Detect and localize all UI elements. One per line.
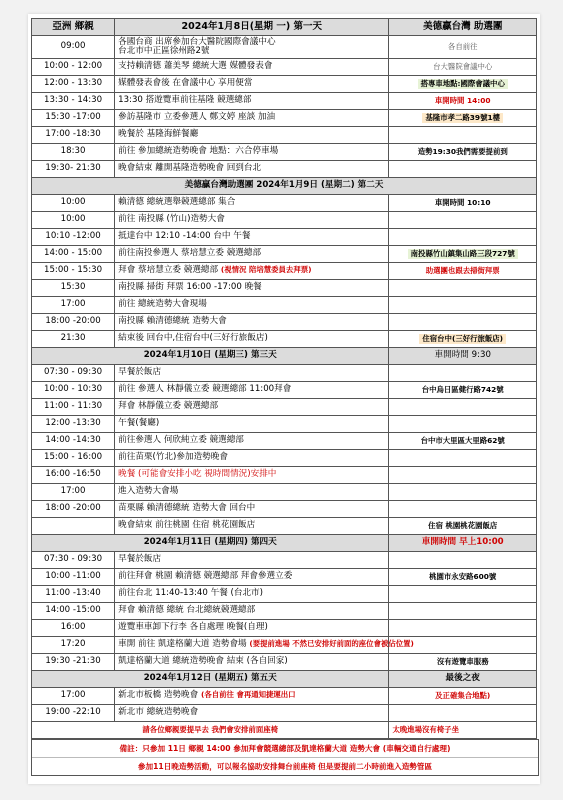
schedule-row xyxy=(32,76,537,93)
note-text xyxy=(460,322,466,324)
activity-text: 南投縣 賴清德總統 造勢大會 xyxy=(118,316,227,327)
schedule-time: 18:30 xyxy=(32,144,115,161)
schedule-row xyxy=(32,36,537,59)
schedule-activity xyxy=(115,127,389,144)
schedule-note xyxy=(389,688,537,705)
note-text xyxy=(460,373,466,375)
schedule-row xyxy=(32,127,537,144)
schedule-row xyxy=(32,450,537,467)
schedule-row xyxy=(32,195,537,212)
schedule-note xyxy=(389,484,537,501)
note-text xyxy=(460,220,466,222)
activity-text: 新北市板橋 造勢晚會 xyxy=(118,690,199,701)
schedule-note xyxy=(389,382,537,399)
schedule-activity xyxy=(115,569,389,586)
schedule-row xyxy=(32,637,537,654)
schedule-time: 17:20 xyxy=(32,637,115,654)
schedule-activity xyxy=(115,263,389,280)
note-text: 搭專車地點:國際會議中心 xyxy=(418,79,508,89)
activity-text: 參訪基隆市 立委參選人 鄭文婷 座談 加油 xyxy=(118,112,276,123)
schedule-activity xyxy=(115,484,389,501)
schedule-row xyxy=(32,569,537,586)
schedule-time: 12:00 -13:30 xyxy=(32,416,115,433)
note-text xyxy=(460,407,466,409)
schedule-time: 07:30 - 09:30 xyxy=(32,365,115,382)
schedule-row xyxy=(32,586,537,603)
activity-text: 賴清德 總統選舉競選總部 集合 xyxy=(118,197,236,208)
schedule-note xyxy=(389,76,537,93)
schedule-activity xyxy=(115,212,389,229)
activity-text: 前往台北 11:40-13:40 午餐 (台北市) xyxy=(118,588,264,599)
activity-text: 前往南投參選人 蔡培慧立委 競選總部 xyxy=(118,248,262,259)
itinerary-table xyxy=(31,18,537,739)
note-text: 沒有遊覽車服務 xyxy=(436,656,489,666)
note-text: 台中市大里區大里路62號 xyxy=(420,435,505,445)
note-text xyxy=(460,237,466,239)
day4-title: 2024年1月11日 (星期四) 第四天 xyxy=(32,535,389,552)
day3-title: 2024年1月10日 (星期三) 第三天 xyxy=(32,348,389,365)
schedule-time: 16:00 -16:50 xyxy=(32,467,115,484)
activity-text: 拜會 林靜儀立委 競選總部 xyxy=(118,401,219,412)
schedule-activity xyxy=(115,586,389,603)
day2-title: 美德贏台灣助選團 2024年1月9日 (星期二) 第二天 xyxy=(32,178,537,195)
schedule-note xyxy=(389,467,537,484)
note-text xyxy=(460,475,466,477)
schedule-note xyxy=(389,93,537,110)
footnote-2: 參加11日晚造勢活動，可以報名協助安排舞台前座椅 但是要提前二小時前進入造勢管區 xyxy=(137,762,433,771)
activity-text: 抵達台中 12:10 -14:00 台中 午餐 xyxy=(118,231,251,242)
schedule-activity xyxy=(115,603,389,620)
schedule-row xyxy=(32,501,537,518)
schedule-note xyxy=(389,416,537,433)
itinerary-sheet xyxy=(28,14,540,784)
schedule-note xyxy=(389,501,537,518)
note-text: 基隆市孝二路39號1樓 xyxy=(422,113,503,123)
schedule-note xyxy=(389,314,537,331)
schedule-time xyxy=(32,518,115,535)
note-text: 車開時間 10:10 xyxy=(434,197,491,207)
activity-text: 午餐(餐廳) xyxy=(118,418,160,429)
note-text: 南投縣竹山鎮集山路三段727號 xyxy=(408,249,518,259)
schedule-time: 15:00 - 15:30 xyxy=(32,263,115,280)
schedule-row xyxy=(32,654,537,671)
activity-address: 台北市中正區徐州路2號 xyxy=(118,46,210,56)
schedule-time: 17:00 xyxy=(32,688,115,705)
activity-text: 晚會結束 前往桃園 住宿 桃花園飯店 xyxy=(118,520,256,531)
schedule-note xyxy=(389,127,537,144)
schedule-activity xyxy=(115,433,389,450)
note-text: 各自前往 xyxy=(447,41,478,51)
schedule-activity xyxy=(115,365,389,382)
schedule-activity xyxy=(115,450,389,467)
schedule-time: 15:30 -17:00 xyxy=(32,110,115,127)
schedule-time: 12:00 - 13:30 xyxy=(32,76,115,93)
schedule-row xyxy=(32,161,537,178)
schedule-activity xyxy=(115,246,389,263)
activity-text: 拜會 賴清德 總統 台北總統競選總部 xyxy=(118,605,256,616)
schedule-activity xyxy=(115,416,389,433)
schedule-note xyxy=(389,280,537,297)
schedule-time: 10:00 - 10:30 xyxy=(32,382,115,399)
schedule-note xyxy=(389,110,537,127)
schedule-note xyxy=(389,365,537,382)
schedule-activity xyxy=(115,518,389,535)
schedule-time: 10:00 xyxy=(32,195,115,212)
schedule-note xyxy=(389,246,537,263)
closing-row xyxy=(32,722,537,739)
schedule-time: 14:00 -15:00 xyxy=(32,603,115,620)
schedule-activity xyxy=(115,382,389,399)
schedule-time: 10:00 - 12:00 xyxy=(32,59,115,76)
note-text: 台大醫院會議中心 xyxy=(433,61,493,71)
schedule-time: 18:00 -20:00 xyxy=(32,501,115,518)
schedule-note xyxy=(389,331,537,348)
schedule-activity xyxy=(115,654,389,671)
schedule-time: 10:10 -12:00 xyxy=(32,229,115,246)
schedule-row xyxy=(32,552,537,569)
activity-text: 前往參選人 何欣純立委 競選總部 xyxy=(118,435,244,446)
note-text xyxy=(460,560,466,562)
note-text xyxy=(460,458,466,460)
schedule-row xyxy=(32,365,537,382)
note-text: 車開時間 14:00 xyxy=(434,95,491,105)
schedule-row xyxy=(32,705,537,722)
schedule-activity xyxy=(115,280,389,297)
activity-text: 前往苗栗(竹北)參加造勢晚會 xyxy=(118,452,228,463)
schedule-note xyxy=(389,195,537,212)
schedule-time: 07:30 - 09:30 xyxy=(32,552,115,569)
day5-title: 2024年1月12日 (星期五) 第五天 xyxy=(32,671,389,688)
schedule-time: 15:30 xyxy=(32,280,115,297)
schedule-time: 17:00 xyxy=(32,297,115,314)
schedule-row xyxy=(32,59,537,76)
schedule-time: 16:00 xyxy=(32,620,115,637)
schedule-row xyxy=(32,382,537,399)
schedule-note xyxy=(389,603,537,620)
schedule-row xyxy=(32,280,537,297)
schedule-time: 17:00 -18:30 xyxy=(32,127,115,144)
note-text xyxy=(460,288,466,290)
schedule-activity xyxy=(115,76,389,93)
activity-text: 13:30 搭遊覽車前往基隆 競選總部 xyxy=(118,95,252,106)
day5-note: 最後之夜 xyxy=(389,671,537,688)
closing-right: 太晚進場沒有椅子坐 xyxy=(389,722,537,739)
activity-text: 遊覽車車卸下行李 各自處理 晚餐(自理) xyxy=(118,622,268,633)
note-text xyxy=(460,628,466,630)
schedule-row xyxy=(32,212,537,229)
note-text xyxy=(460,424,466,426)
activity-remark: (視情況 陪培慧委員去拜票) xyxy=(220,265,312,275)
day3-title-row xyxy=(32,348,537,365)
schedule-note xyxy=(389,212,537,229)
activity-remark: (要提前進場 不然已安排好前面的座位會被佔位置) xyxy=(249,639,414,649)
day4-title-row xyxy=(32,535,537,552)
activity-text: 支持賴清德 蕭美琴 總統大選 媒體發表會 xyxy=(118,61,273,72)
schedule-activity xyxy=(115,144,389,161)
schedule-activity xyxy=(115,195,389,212)
activity-text: 前往拜會 桃園 賴清德 競選總部 拜會參選立委 xyxy=(118,571,293,582)
schedule-row xyxy=(32,144,537,161)
note-text xyxy=(460,492,466,494)
schedule-activity xyxy=(115,467,389,484)
schedule-activity xyxy=(115,93,389,110)
header-row xyxy=(32,19,537,36)
schedule-time: 11:00 - 11:30 xyxy=(32,399,115,416)
activity-text: 南投縣 掃街 拜票 16:00 -17:00 晚餐 xyxy=(118,282,262,293)
activity-text: 前往 參選人 林靜儀立委 競選總部 11:00拜會 xyxy=(118,384,292,395)
schedule-note xyxy=(389,552,537,569)
schedule-row xyxy=(32,416,537,433)
activity-line: 各國台商 出席參加台大醫院國際會議中心 xyxy=(118,36,276,47)
schedule-row xyxy=(32,603,537,620)
activity-text: 苗栗縣 賴清德總統 造勢大會 回台中 xyxy=(118,503,256,514)
schedule-activity xyxy=(115,620,389,637)
day5-title-row xyxy=(32,671,537,688)
schedule-note xyxy=(389,586,537,603)
note-text xyxy=(460,645,466,647)
schedule-note xyxy=(389,518,537,535)
schedule-note xyxy=(389,620,537,637)
activity-text: 拜會 蔡培慧立委 競選總部 xyxy=(118,265,219,276)
schedule-row xyxy=(32,467,537,484)
note-text: 桃園市永安路600號 xyxy=(429,571,497,581)
schedule-row xyxy=(32,620,537,637)
note-text xyxy=(460,611,466,613)
schedule-note xyxy=(389,399,537,416)
schedule-note xyxy=(389,569,537,586)
note-text: 及正確集合地點) xyxy=(435,690,491,700)
schedule-activity xyxy=(115,552,389,569)
schedule-activity xyxy=(115,637,414,654)
activity-text: 晚會結束 離開基隆造勢晚會 回到台北 xyxy=(118,163,262,174)
schedule-note xyxy=(389,229,537,246)
activity-text: 前往 參加總統造勢晚會 地點：六合停車場 xyxy=(118,146,279,157)
schedule-row xyxy=(32,331,537,348)
schedule-note xyxy=(389,144,537,161)
schedule-row xyxy=(32,263,537,280)
schedule-time: 15:00 - 16:00 xyxy=(32,450,115,467)
schedule-time: 13:30 - 14:30 xyxy=(32,93,115,110)
closing-left: 請各位鄉親要提早去 我們會安排前面座椅 xyxy=(32,722,389,739)
schedule-row xyxy=(32,433,537,450)
activity-text: 進入造勢大會場 xyxy=(118,486,179,497)
schedule-note xyxy=(389,297,537,314)
schedule-row xyxy=(32,110,537,127)
schedule-activity xyxy=(115,229,389,246)
schedule-row xyxy=(32,518,537,535)
activity-text: 前往 南投縣 (竹山)造勢大會 xyxy=(118,214,225,225)
note-text: 台中烏日區健行路742號 xyxy=(421,384,504,394)
schedule-time: 10:00 xyxy=(32,212,115,229)
schedule-time: 17:00 xyxy=(32,484,115,501)
activity-remark: (各自前往 會再通知捷運出口 xyxy=(200,690,296,700)
schedule-note xyxy=(389,263,537,280)
schedule-time: 21:30 xyxy=(32,331,115,348)
schedule-activity xyxy=(115,399,389,416)
activity-text: 媒體發表會後 在會議中心 享用便當 xyxy=(118,78,253,89)
day2-title-row xyxy=(32,178,537,195)
schedule-activity xyxy=(115,688,389,705)
activity-text: 早餐於飯店 xyxy=(118,554,162,565)
schedule-row xyxy=(32,688,537,705)
schedule-time: 19:30- 21:30 xyxy=(32,161,115,178)
header-group: 亞洲 鄉親 xyxy=(32,19,115,36)
activity-text: 新北市 總統造勢晚會 xyxy=(118,707,199,718)
schedule-activity xyxy=(115,331,389,348)
schedule-note xyxy=(389,59,537,76)
activity-text: 結束後 回台中,住宿台中(三好行旅飯店) xyxy=(118,333,268,344)
schedule-note xyxy=(389,161,537,178)
schedule-time: 14:00 - 15:00 xyxy=(32,246,115,263)
schedule-time: 14:00 -14:30 xyxy=(32,433,115,450)
day3-depart-note: 車開時間 9:30 xyxy=(389,348,537,365)
schedule-time: 10:00 -11:00 xyxy=(32,569,115,586)
note-text: 助選團也跟去掃街拜票 xyxy=(425,265,500,275)
schedule-time: 19:00 -22:10 xyxy=(32,705,115,722)
schedule-row xyxy=(32,314,537,331)
schedule-row xyxy=(32,297,537,314)
schedule-note xyxy=(389,433,537,450)
activity-text: 凱達格蘭大道 總統造勢晚會 結束 (各自回家) xyxy=(118,656,288,667)
note-text: 住宿台中(三好行旅飯店) xyxy=(419,334,506,344)
schedule-note xyxy=(389,36,537,59)
schedule-row xyxy=(32,229,537,246)
schedule-note xyxy=(389,450,537,467)
note-text xyxy=(460,594,466,596)
footnote-1: 備註：只參加 11日 鄉親 14:00 參加拜會競選總部及凱達格蘭大道 造勢大會 (車輛交通自行處理) xyxy=(32,740,538,758)
note-text xyxy=(460,169,466,171)
schedule-activity xyxy=(115,705,389,722)
schedule-time: 11:00 -13:40 xyxy=(32,586,115,603)
schedule-row xyxy=(32,93,537,110)
schedule-note xyxy=(389,654,537,671)
activity-text: 晚餐於 基隆海鮮餐廳 xyxy=(118,129,199,140)
activity-text: 晚餐 (可能會安排小吃 視時間情況)安排中 xyxy=(118,469,277,480)
activity-text: 前往 總統造勢大會現場 xyxy=(118,299,207,310)
schedule-time: 19:30 -21:30 xyxy=(32,654,115,671)
schedule-activity xyxy=(115,161,389,178)
schedule-row xyxy=(32,399,537,416)
schedule-activity xyxy=(115,297,389,314)
day4-depart-note: 車開時間 早上10:00 xyxy=(389,535,537,552)
schedule-activity xyxy=(115,36,389,59)
note-text: 造勢19:30我們需要提前到 xyxy=(417,146,508,156)
note-text xyxy=(460,713,466,715)
activity-text: 早餐於飯店 xyxy=(118,367,162,378)
schedule-row xyxy=(32,246,537,263)
note-text: 住宿 桃園桃花園飯店 xyxy=(428,520,498,530)
schedule-activity xyxy=(115,110,389,127)
schedule-time: 18:00 -20:00 xyxy=(32,314,115,331)
header-day1-date: 2024年1月8日(星期 一) 第一天 xyxy=(115,19,389,36)
schedule-time: 09:00 xyxy=(32,36,115,59)
schedule-activity xyxy=(115,501,389,518)
schedule-row xyxy=(32,484,537,501)
schedule-activity xyxy=(115,314,389,331)
footnotes xyxy=(31,739,539,776)
schedule-note xyxy=(389,705,537,722)
note-text xyxy=(460,305,466,307)
schedule-activity xyxy=(115,59,389,76)
note-text xyxy=(460,509,466,511)
header-team: 美德贏台灣 助選團 xyxy=(389,19,537,36)
note-text xyxy=(460,135,466,137)
activity-text: 車開 前往 凱達格蘭大道 造勢會場 xyxy=(118,639,247,650)
